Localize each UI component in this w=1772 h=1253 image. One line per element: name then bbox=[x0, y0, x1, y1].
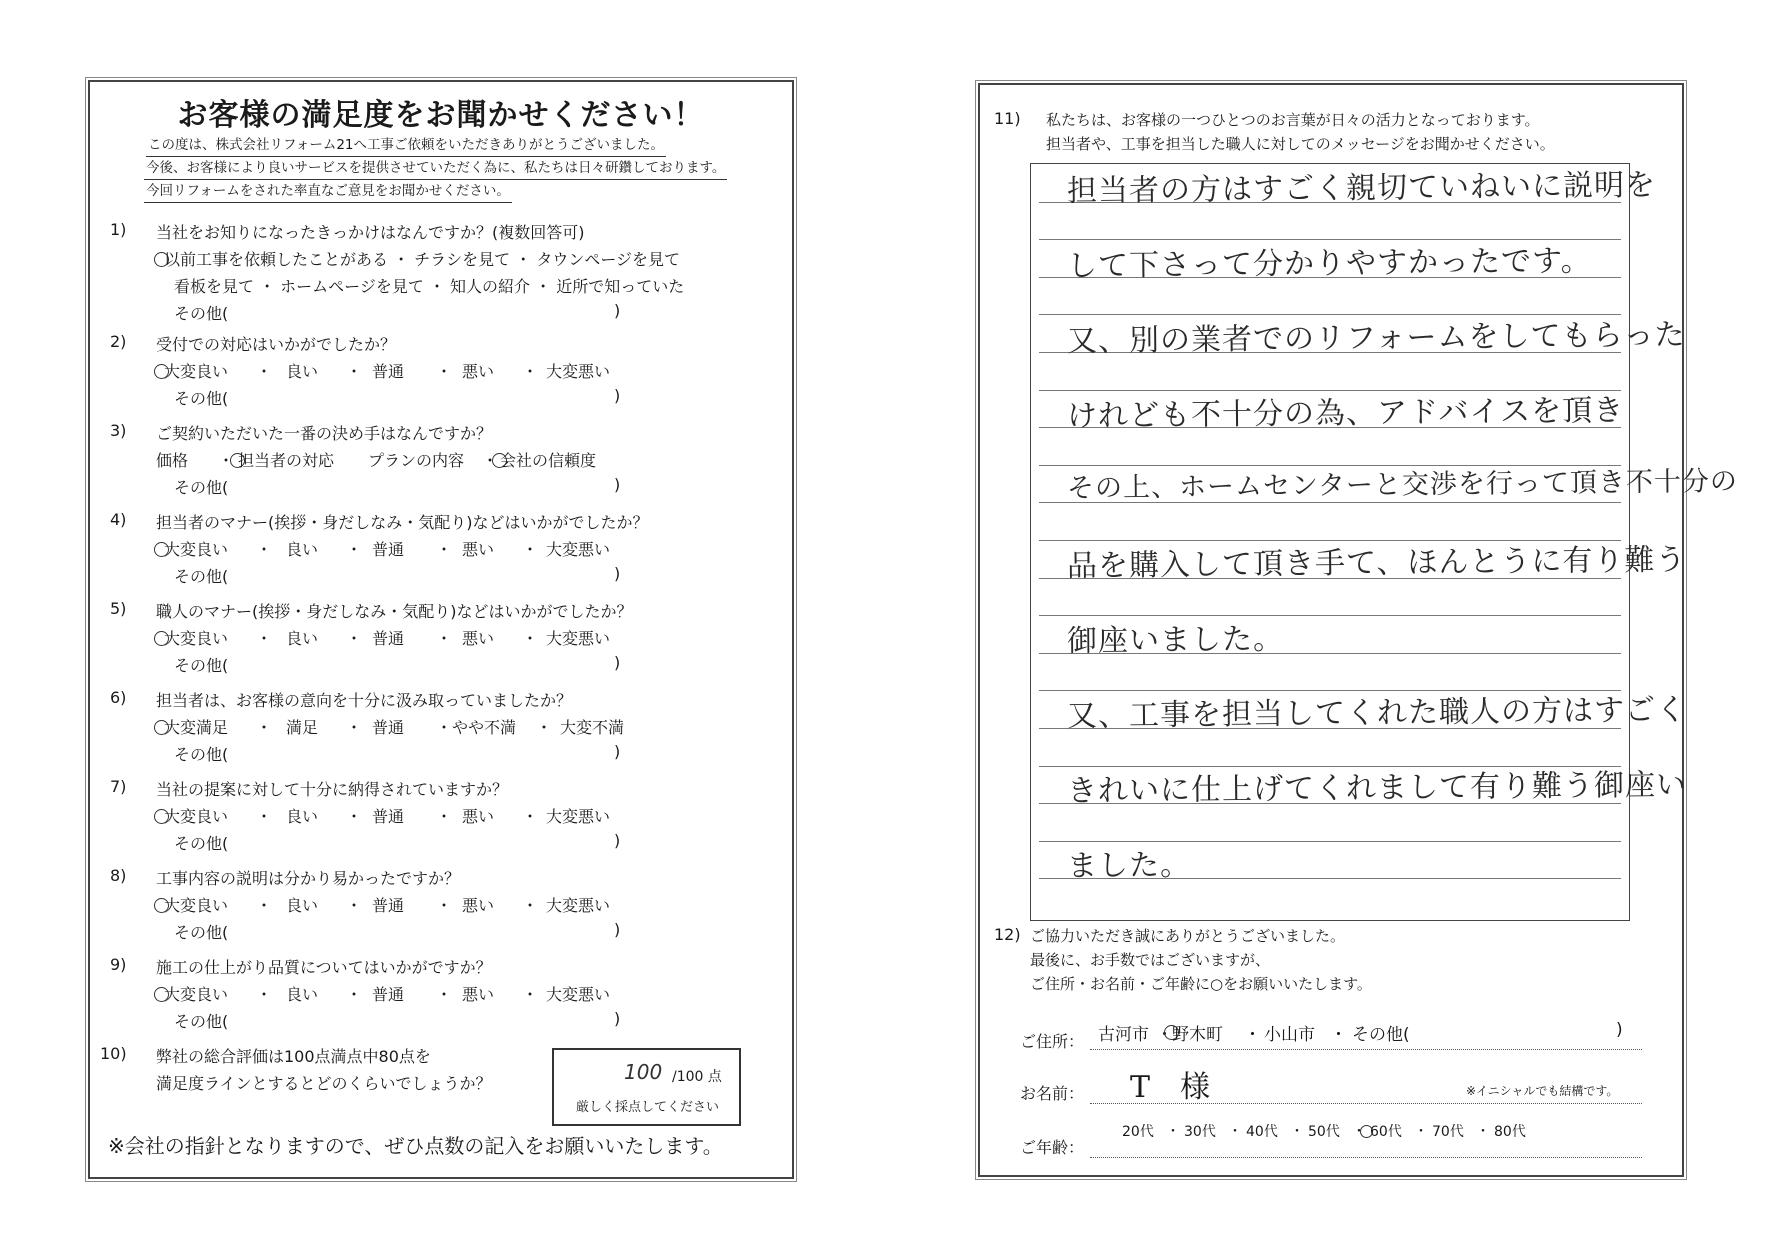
question-number: 11) bbox=[994, 109, 1021, 128]
question-number: 5) bbox=[110, 599, 127, 618]
intro-line-3: 今回リフォームをされた率直なご意見をお聞かせください。 bbox=[144, 181, 512, 203]
option-separator: ・ bbox=[256, 807, 273, 826]
handwritten-line-3: 又、別の業者でのリフォームをしてもらった bbox=[1066, 317, 1686, 359]
option-separator: ・ bbox=[1352, 1124, 1366, 1140]
name-value[interactable]: T 様 bbox=[1130, 1070, 1211, 1105]
q12-text-line-3: ご住所・お名前・ご年齢に○をお願いいたします。 bbox=[1030, 975, 1372, 993]
option-separator: ・ bbox=[346, 807, 363, 826]
survey-left-panel bbox=[88, 80, 794, 1179]
option-bad[interactable]: 悪い bbox=[462, 985, 495, 1004]
option-bad[interactable]: 悪い bbox=[462, 807, 495, 826]
other-close-paren: ) bbox=[614, 653, 621, 672]
handwritten-line-7: 御座いました。 bbox=[1066, 621, 1285, 659]
option-separator: ・ bbox=[256, 540, 273, 559]
age-line bbox=[1090, 1157, 1642, 1158]
name-note: ※イニシャルでも結構です。 bbox=[1466, 1084, 1619, 1098]
option-normal[interactable]: 普通 bbox=[372, 896, 405, 915]
option-very-good[interactable]: 大変良い bbox=[164, 807, 229, 826]
option-separator: ・ bbox=[346, 540, 363, 559]
other-close-paren: ) bbox=[614, 301, 621, 320]
option-separator: ・ bbox=[436, 807, 453, 826]
option-separator: ・ bbox=[436, 540, 453, 559]
option-separator: ・ bbox=[436, 896, 453, 915]
handwritten-line-4: けれども不十分の為、アドバイスを頂き bbox=[1066, 393, 1625, 434]
option-separator: ・ bbox=[256, 629, 273, 648]
score-note: 厳しく採点してください bbox=[576, 1100, 720, 1115]
name-line bbox=[1090, 1103, 1642, 1104]
question-number: 4) bbox=[110, 510, 127, 529]
question-text: 満足度ラインとするとどのくらいでしょうか？ bbox=[156, 1074, 492, 1093]
option-plan-content[interactable]: プランの内容 bbox=[368, 451, 465, 470]
age-label: ご年齢： bbox=[1020, 1138, 1085, 1157]
age-option-20s[interactable]: 20代 bbox=[1122, 1124, 1154, 1140]
option-normal[interactable]: 普通 bbox=[372, 629, 405, 648]
option-good[interactable]: 良い bbox=[286, 362, 319, 381]
handwritten-line-10: ました。 bbox=[1066, 847, 1192, 884]
name-label: お名前： bbox=[1020, 1084, 1085, 1103]
address-option-nogi[interactable]: 野木町 bbox=[1172, 1025, 1223, 1045]
option-separator: ・ bbox=[256, 362, 273, 381]
other-label: その他( bbox=[174, 1012, 229, 1031]
handwritten-line-8: 又、工事を担当してくれた職人の方はすごく bbox=[1066, 692, 1688, 734]
q11-text-line-2: 担当者や、工事を担当した職人に対してのメッセージをお聞かせください。 bbox=[1046, 135, 1555, 153]
option-very-satisfied[interactable]: 大変満足 bbox=[164, 718, 229, 737]
address-option-koga[interactable]: 古河市 bbox=[1098, 1025, 1149, 1045]
score-box[interactable] bbox=[552, 1048, 741, 1126]
option-staff-response[interactable]: 担当者の対応 bbox=[238, 451, 335, 470]
age-option-60s[interactable]: 60代 bbox=[1370, 1124, 1402, 1140]
option-separator: ・ bbox=[1476, 1124, 1490, 1140]
option-very-bad[interactable]: 大変悪い bbox=[546, 362, 611, 381]
option-separator: ・ bbox=[522, 362, 539, 381]
other-label: その他( bbox=[174, 656, 229, 675]
other-close-paren: ) bbox=[1616, 1020, 1623, 1040]
option-good[interactable]: 良い bbox=[286, 896, 319, 915]
option-normal[interactable]: 普通 bbox=[372, 985, 405, 1004]
q4-other-field[interactable] bbox=[174, 564, 621, 587]
other-close-paren: ) bbox=[614, 475, 621, 494]
option-separator: ・ bbox=[1244, 1025, 1261, 1045]
option-separator: ・ bbox=[522, 540, 539, 559]
survey-title: お客様の満足度をお聞かせください！ bbox=[177, 98, 705, 133]
other-label: その他( bbox=[174, 834, 229, 853]
option-very-bad[interactable]: 大変悪い bbox=[546, 896, 611, 915]
question-text: 担当者は、お客様の意向を十分に汲み取っていましたか？ bbox=[156, 691, 573, 710]
option-separator: ・ bbox=[522, 896, 539, 915]
q1-option-text: 以前工事を依頼したことがある ・ チラシを見て ・ タウンページを見て bbox=[164, 250, 681, 269]
option-separator: ・ bbox=[256, 718, 273, 737]
handwritten-line-6: 品を購入して頂き手て、ほんとうに有り難う bbox=[1066, 542, 1687, 584]
age-option-70s[interactable]: 70代 bbox=[1432, 1124, 1464, 1140]
option-normal[interactable]: 普通 bbox=[372, 362, 405, 381]
footer-note: ※会社の指針となりますので、ぜひ点数の記入をお願いいたします。 bbox=[108, 1134, 723, 1158]
intro-line-1: この度は、株式会社リフォーム21へ工事ご依頼をいただきありがとうございました。 bbox=[146, 135, 666, 157]
intro-line-2: 今後、お客様により良いサービスを提供させていただく為に、私たちは日々研鑽しております。 bbox=[144, 158, 727, 180]
question-text: 弊社の総合評価は100点満点中80点を bbox=[156, 1047, 431, 1066]
option-good[interactable]: 良い bbox=[286, 540, 319, 559]
option-price[interactable]: 価格 bbox=[156, 451, 189, 470]
question-number: 10) bbox=[100, 1044, 127, 1063]
option-separator: ・ bbox=[522, 807, 539, 826]
question-number: 2) bbox=[110, 332, 127, 351]
other-label: その他( bbox=[174, 389, 229, 408]
option-separator: ・ bbox=[436, 362, 453, 381]
option-separator: ・ bbox=[522, 985, 539, 1004]
option-separator: ・ bbox=[522, 629, 539, 648]
q7-other-field[interactable] bbox=[174, 831, 621, 854]
other-label: その他( bbox=[174, 923, 229, 942]
q2-other-field[interactable] bbox=[174, 386, 621, 409]
age-option-30s[interactable]: 30代 bbox=[1184, 1124, 1216, 1140]
q6-other-field[interactable] bbox=[174, 742, 621, 765]
other-close-paren: ) bbox=[614, 920, 621, 939]
score-value: 100 bbox=[624, 1060, 663, 1084]
option-separator: ・ bbox=[346, 985, 363, 1004]
option-separator: ・ bbox=[482, 451, 499, 470]
option-separator: ・ bbox=[1330, 1025, 1347, 1045]
age-option-50s[interactable]: 50代 bbox=[1308, 1124, 1340, 1140]
address-option-oyama[interactable]: 小山市 bbox=[1264, 1025, 1315, 1045]
question-number: 6) bbox=[110, 688, 127, 707]
question-text: 職人のマナー(挨拶・身だしなみ・気配り)などはいかがでしたか？ bbox=[156, 602, 633, 621]
q12-text-line-2: 最後に、お手数ではございますが、 bbox=[1030, 951, 1271, 969]
option-separator: ・ bbox=[1166, 1124, 1180, 1140]
option-bad[interactable]: 悪い bbox=[462, 896, 495, 915]
address-label: ご住所： bbox=[1020, 1032, 1085, 1051]
question-text: 担当者のマナー(挨拶・身だしなみ・気配り)などはいかがでしたか？ bbox=[156, 513, 649, 532]
option-bad[interactable]: 悪い bbox=[462, 540, 495, 559]
question-number: 8) bbox=[110, 866, 127, 885]
option-separator: ・ bbox=[346, 362, 363, 381]
option-bad[interactable]: 悪い bbox=[462, 629, 495, 648]
question-text: ご契約いただいた一番の決め手はなんですか？ bbox=[156, 424, 493, 443]
option-very-good[interactable]: 大変良い bbox=[164, 896, 229, 915]
option-very-good[interactable]: 大変良い bbox=[164, 362, 229, 381]
question-text: 当社の提案に対して十分に納得されていますか？ bbox=[156, 780, 509, 799]
q12-text-line-1: ご協力いただき誠にありがとうございました。 bbox=[1030, 927, 1346, 945]
option-separator: ・ bbox=[346, 629, 363, 648]
handwritten-line-2: して下さって分かりやすかったです。 bbox=[1066, 243, 1592, 284]
option-very-good[interactable]: 大変良い bbox=[164, 629, 229, 648]
option-separator: ・ bbox=[1156, 1025, 1173, 1045]
option-normal[interactable]: 普通 bbox=[372, 807, 405, 826]
question-number: 7) bbox=[110, 777, 127, 796]
message-box[interactable] bbox=[1030, 163, 1739, 921]
q5-other-field[interactable] bbox=[174, 653, 621, 676]
question-number: 3) bbox=[110, 421, 127, 440]
score-max: /100 点 bbox=[672, 1069, 722, 1085]
option-very-bad[interactable]: 大変悪い bbox=[546, 629, 611, 648]
other-close-paren: ) bbox=[614, 386, 621, 405]
option-normal[interactable]: 普通 bbox=[372, 540, 405, 559]
other-close-paren: ) bbox=[614, 831, 621, 850]
option-separator: ・ bbox=[536, 718, 553, 737]
question-number: 12) bbox=[994, 925, 1021, 944]
option-separator: ・ bbox=[256, 896, 273, 915]
option-somewhat-unsatisfied[interactable]: ・やや不満 bbox=[436, 718, 517, 737]
option-very-unsatisfied[interactable]: 大変不満 bbox=[560, 718, 625, 737]
question-text: 工事内容の説明は分かり易かったですか？ bbox=[156, 869, 461, 888]
option-separator: ・ bbox=[1290, 1124, 1304, 1140]
option-very-good[interactable]: 大変良い bbox=[164, 985, 229, 1004]
handwritten-line-5: その上、ホームセンターと交渉を行って頂き不十分の bbox=[1066, 465, 1739, 504]
other-close-paren: ) bbox=[614, 742, 621, 761]
option-normal[interactable]: 普通 bbox=[372, 718, 405, 737]
q8-other-field[interactable] bbox=[174, 920, 621, 943]
option-separator: ・ bbox=[1228, 1124, 1242, 1140]
option-very-bad[interactable]: 大変悪い bbox=[546, 985, 611, 1004]
q11-text-line-1: 私たちは、お客様の一つひとつのお言葉が日々の活力となっております。 bbox=[1046, 111, 1540, 129]
option-company-trust[interactable]: 会社の信頼度 bbox=[500, 451, 597, 470]
option-good[interactable]: 良い bbox=[286, 807, 319, 826]
age-option-80s[interactable]: 80代 bbox=[1494, 1124, 1526, 1140]
option-satisfied[interactable]: 満足 bbox=[286, 718, 319, 737]
option-very-bad[interactable]: 大変悪い bbox=[546, 807, 611, 826]
option-separator: ・ bbox=[1414, 1124, 1428, 1140]
other-label: その他( bbox=[174, 745, 229, 764]
option-very-good[interactable]: 大変良い bbox=[164, 540, 229, 559]
question-number: 9) bbox=[110, 955, 127, 974]
option-separator: ・ bbox=[346, 718, 363, 737]
option-very-bad[interactable]: 大変悪い bbox=[546, 540, 611, 559]
option-separator: ・ bbox=[256, 985, 273, 1004]
option-bad[interactable]: 悪い bbox=[462, 362, 495, 381]
q3-other-field[interactable] bbox=[174, 475, 621, 498]
q1-other-field[interactable] bbox=[174, 301, 621, 324]
option-separator: ・ bbox=[346, 896, 363, 915]
option-separator: ・ bbox=[436, 629, 453, 648]
handwritten-line-9: きれいに仕上げてくれまして有り難う御座い bbox=[1066, 767, 1688, 809]
other-close-paren: ) bbox=[614, 564, 621, 583]
option-separator: ・ bbox=[436, 985, 453, 1004]
question-number: 1) bbox=[110, 220, 127, 239]
option-good[interactable]: 良い bbox=[286, 985, 319, 1004]
question-text: 施工の仕上がり品質についてはいかがですか？ bbox=[156, 958, 492, 977]
question-text: 受付での対応はいかがでしたか？ bbox=[156, 335, 397, 354]
q1-option-text: 看板を見て ・ ホームページを見て ・ 知人の紹介 ・ 近所で知っていた bbox=[174, 277, 685, 296]
q9-other-field[interactable] bbox=[174, 1009, 621, 1032]
address-option-other[interactable]: その他( bbox=[1352, 1025, 1410, 1045]
other-close-paren: ) bbox=[614, 1009, 621, 1028]
address-line bbox=[1090, 1049, 1642, 1050]
question-text: 当社をお知りになったきっかけはなんですか？(複数回答可) bbox=[156, 223, 585, 242]
other-label: その他( bbox=[174, 567, 229, 586]
survey-right-panel bbox=[978, 83, 1739, 1177]
other-label: その他( bbox=[174, 304, 229, 323]
option-separator: ・ bbox=[218, 451, 235, 470]
handwritten-line-1: 担当者の方はすごく親切ていねいに説明を bbox=[1066, 167, 1657, 209]
age-option-40s[interactable]: 40代 bbox=[1246, 1124, 1278, 1140]
option-good[interactable]: 良い bbox=[286, 629, 319, 648]
other-label: その他( bbox=[174, 478, 229, 497]
